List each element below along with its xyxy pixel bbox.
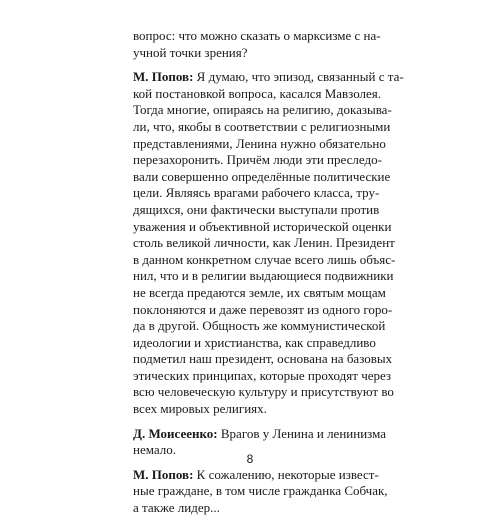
- text-line: столь великой личности, как Ленин. Президент: [133, 235, 395, 251]
- text-line: идеологии и христианства, как справедливо: [133, 334, 376, 350]
- text-line: уважения и объективной исторической оценки: [133, 218, 392, 234]
- text-line: подметил наш президент, основана на базовых: [133, 351, 393, 367]
- text-line: всех мировых религиях.: [133, 401, 267, 417]
- speaker-name: Д. Моисеенко:: [133, 425, 218, 441]
- text-line: нил, что и в религии выдающиеся подвижники: [133, 268, 394, 284]
- text-line-content: К сожалению, некоторые извест-: [193, 466, 379, 482]
- text-line: [133, 425, 387, 443]
- text-line: [133, 466, 379, 484]
- text-line: ные граждане, в том числе гражданка Собчак,: [133, 483, 388, 499]
- text-line: дящихся, они фактически выступали против: [133, 201, 380, 217]
- text-line: всю человеческую культуру и присутствуют во: [133, 384, 394, 400]
- page-number: 8: [246, 452, 254, 466]
- text-line-content: Врагов у Ленина и ленинизма: [217, 425, 387, 441]
- text-line: вали совершенно определённые политические: [133, 168, 391, 184]
- speaker-name: М. Попов:: [133, 466, 194, 482]
- text-line: да в другой. Общность же коммунистической: [133, 318, 386, 334]
- text-line-content: Я думаю, что эпизод, связанный с та-: [193, 69, 404, 85]
- paragraph-popov-reply: [133, 466, 388, 517]
- text-line: учной точки зрения?: [133, 44, 248, 60]
- text-line: Тогда многие, опираясь на религию, доказыва-: [133, 102, 392, 118]
- text-line: не всегда предаются земле, их святым мощам: [133, 284, 386, 300]
- text-line: перезахоронить. Причём люди эти преследо-: [133, 152, 382, 168]
- text-line: цели. Являясь врагами рабочего класса, тру-: [133, 185, 380, 201]
- speaker-name: М. Попов:: [133, 69, 194, 85]
- text-line: немало.: [133, 442, 176, 458]
- text-line: ли, что, якобы в соответствии с религиозными: [133, 118, 391, 134]
- text-line: этических принципах, которые проходят через: [133, 367, 392, 383]
- paragraph-popov-answer: [133, 69, 404, 417]
- text-line: в данном конкретном случае всего лишь объяс-: [133, 251, 396, 267]
- text-line: кой постановкой вопроса, касался Мавзолея.: [133, 85, 382, 101]
- text-line: представлениями, Ленина нужно обязательно: [133, 135, 386, 151]
- text-line: вопрос: что можно сказать о марксизме с на-: [133, 28, 381, 43]
- text-line: поклоняются и даже перевозят из одного горо-: [133, 301, 393, 317]
- paragraph-question-continuation: [133, 28, 381, 61]
- text-line: [133, 69, 404, 86]
- text-line: а также лидер...: [133, 500, 220, 516]
- text-column: [133, 28, 404, 517]
